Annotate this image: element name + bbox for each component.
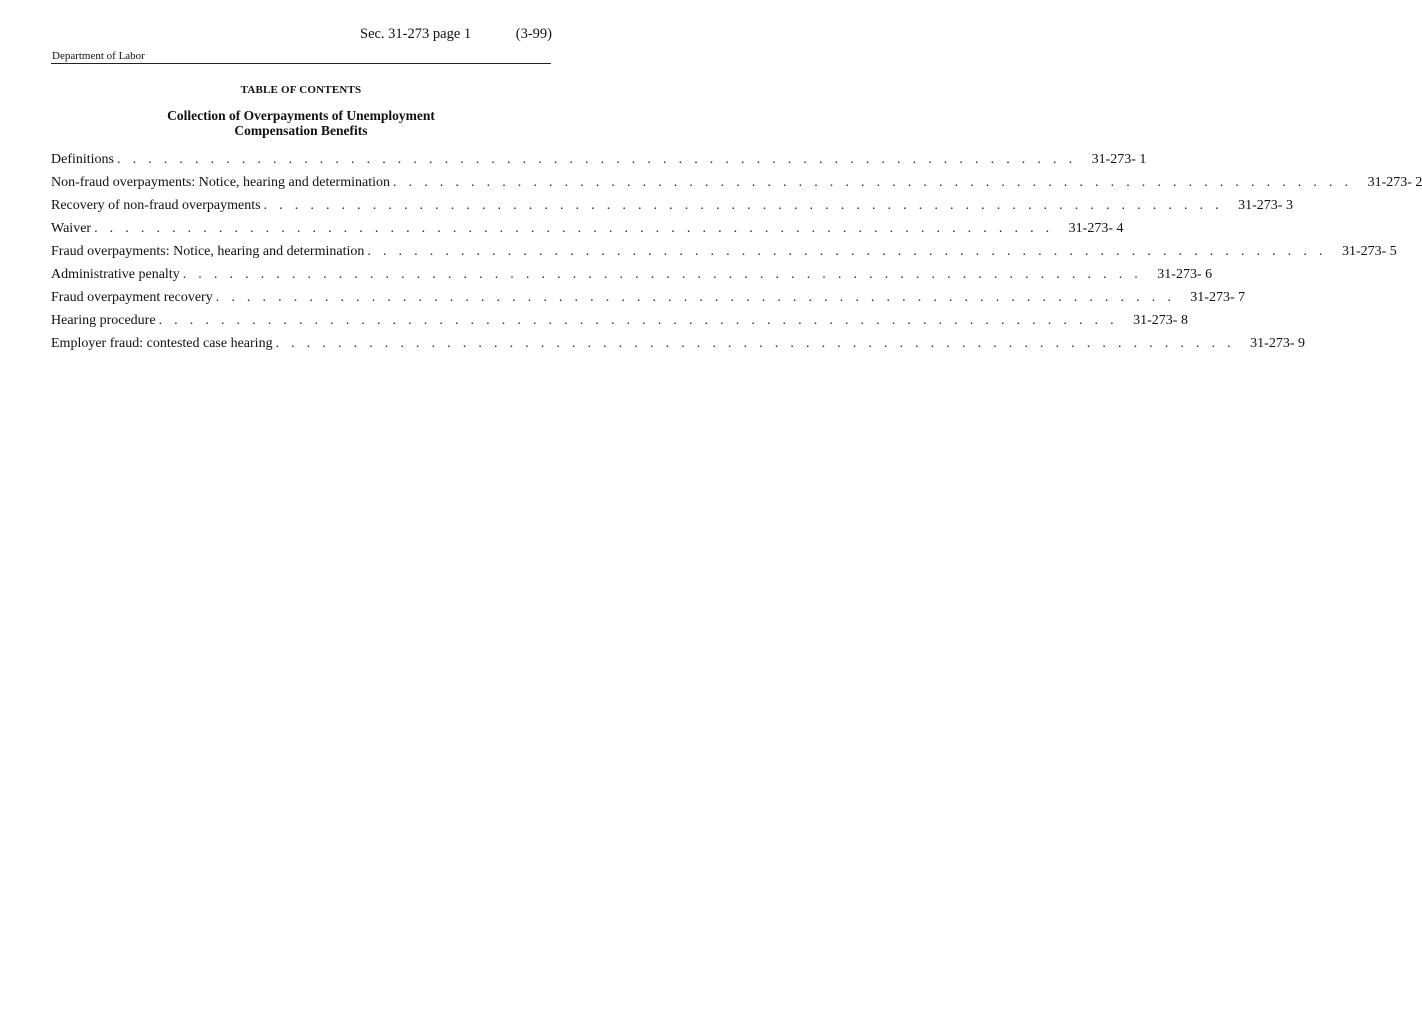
toc-entry[interactable] xyxy=(51,152,1147,175)
toc-heading: TABLE OF CONTENTS xyxy=(240,84,362,96)
toc-dot-leader: . . . . . . . . . . . . . . . . . . . . . . . . . . . . . . . . . . . . . . . . . . . . . . . . . . . . . . . . . . . . . . xyxy=(158,313,1118,328)
toc-dot-leader: . . . . . . . . . . . . . . . . . . . . . . . . . . . . . . . . . . . . . . . . . . . . . . . . . . . . . . . . . . . . . . xyxy=(215,290,1176,305)
toc-entry[interactable] xyxy=(51,290,1246,313)
toc-entry-label: Administrative penalty xyxy=(51,267,180,282)
section-page-number: Sec. 31-273 page 1 xyxy=(360,26,472,42)
toc-dot-leader: . . . . . . . . . . . . . . . . . . . . . . . . . . . . . . . . . . . . . . . . . . . . . . . . . . . . . . . . . . . . . . xyxy=(182,267,1143,282)
revision-date: (3-99) xyxy=(515,26,552,42)
toc-entry[interactable] xyxy=(51,244,1397,267)
toc-entry-page: 31-273- 3 xyxy=(1238,198,1293,213)
toc-entry-label: Hearing procedure xyxy=(51,313,156,328)
toc-entry-label: Fraud overpayments: Notice, hearing and determination xyxy=(51,244,365,259)
toc-dot-leader: . . . . . . . . . . . . . . . . . . . . . . . . . . . . . . . . . . . . . . . . . . . . . . . . . . . . . . . . . . . . . . xyxy=(117,152,1077,167)
toc-entry[interactable] xyxy=(51,198,1293,221)
toc-entry-label: Employer fraud: contested case hearing xyxy=(51,336,273,351)
document-title xyxy=(51,108,551,138)
toc-entry-page: 31-273- 5 xyxy=(1341,244,1397,259)
toc-entry[interactable] xyxy=(51,336,1305,359)
toc-entry[interactable] xyxy=(51,221,1124,244)
toc-entry-page: 31-273- 2 xyxy=(1367,175,1422,190)
toc-entry-label: Waiver xyxy=(51,221,92,236)
toc-entry-label: Definitions xyxy=(51,152,114,167)
toc-entry-page: 31-273- 8 xyxy=(1133,313,1188,328)
document-title-line-2: Compensation Benefits xyxy=(234,123,368,138)
toc-entry[interactable] xyxy=(51,313,1188,336)
toc-entry-page: 31-273- 4 xyxy=(1068,221,1124,236)
toc-dot-leader: . . . . . . . . . . . . . . . . . . . . . . . . . . . . . . . . . . . . . . . . . . . . . . . . . . . . . . . . . . . . . . xyxy=(275,336,1235,351)
header-rule xyxy=(51,63,551,64)
toc-entry[interactable] xyxy=(51,267,1213,290)
toc-entry-label: Fraud overpayment recovery xyxy=(51,290,213,305)
toc-dot-leader: . . . . . . . . . . . . . . . . . . . . . . . . . . . . . . . . . . . . . . . . . . . . . . . . . . . . . . . . . . . . . . xyxy=(94,221,1054,236)
toc-entry-label: Non-fraud overpayments: Notice, hearing and determination xyxy=(51,175,390,190)
toc-list xyxy=(51,152,1422,359)
section-page-header xyxy=(360,26,552,43)
toc-entry-page: 31-273- 9 xyxy=(1250,336,1305,351)
toc-entry-page: 31-273- 7 xyxy=(1190,290,1246,305)
toc-dot-leader: . . . . . . . . . . . . . . . . . . . . . . . . . . . . . . . . . . . . . . . . . . . . . . . . . . . . . . . . . . . . . . xyxy=(367,244,1327,259)
document-title-line-1: Collection of Overpayments of Unemployment xyxy=(167,108,435,123)
toc-dot-leader: . . . . . . . . . . . . . . . . . . . . . . . . . . . . . . . . . . . . . . . . . . . . . . . . . . . . . . . . . . . . . . xyxy=(263,198,1223,213)
toc-entry-page: 31-273- 6 xyxy=(1157,267,1213,282)
toc-entry[interactable] xyxy=(51,175,1422,198)
toc-entry-page: 31-273- 1 xyxy=(1091,152,1147,167)
department-label: Department of Labor xyxy=(52,50,145,62)
toc-dot-leader: . . . . . . . . . . . . . . . . . . . . . . . . . . . . . . . . . . . . . . . . . . . . . . . . . . . . . . . . . . . . . . xyxy=(393,175,1353,190)
toc-entry-label: Recovery of non-fraud overpayments xyxy=(51,198,261,213)
